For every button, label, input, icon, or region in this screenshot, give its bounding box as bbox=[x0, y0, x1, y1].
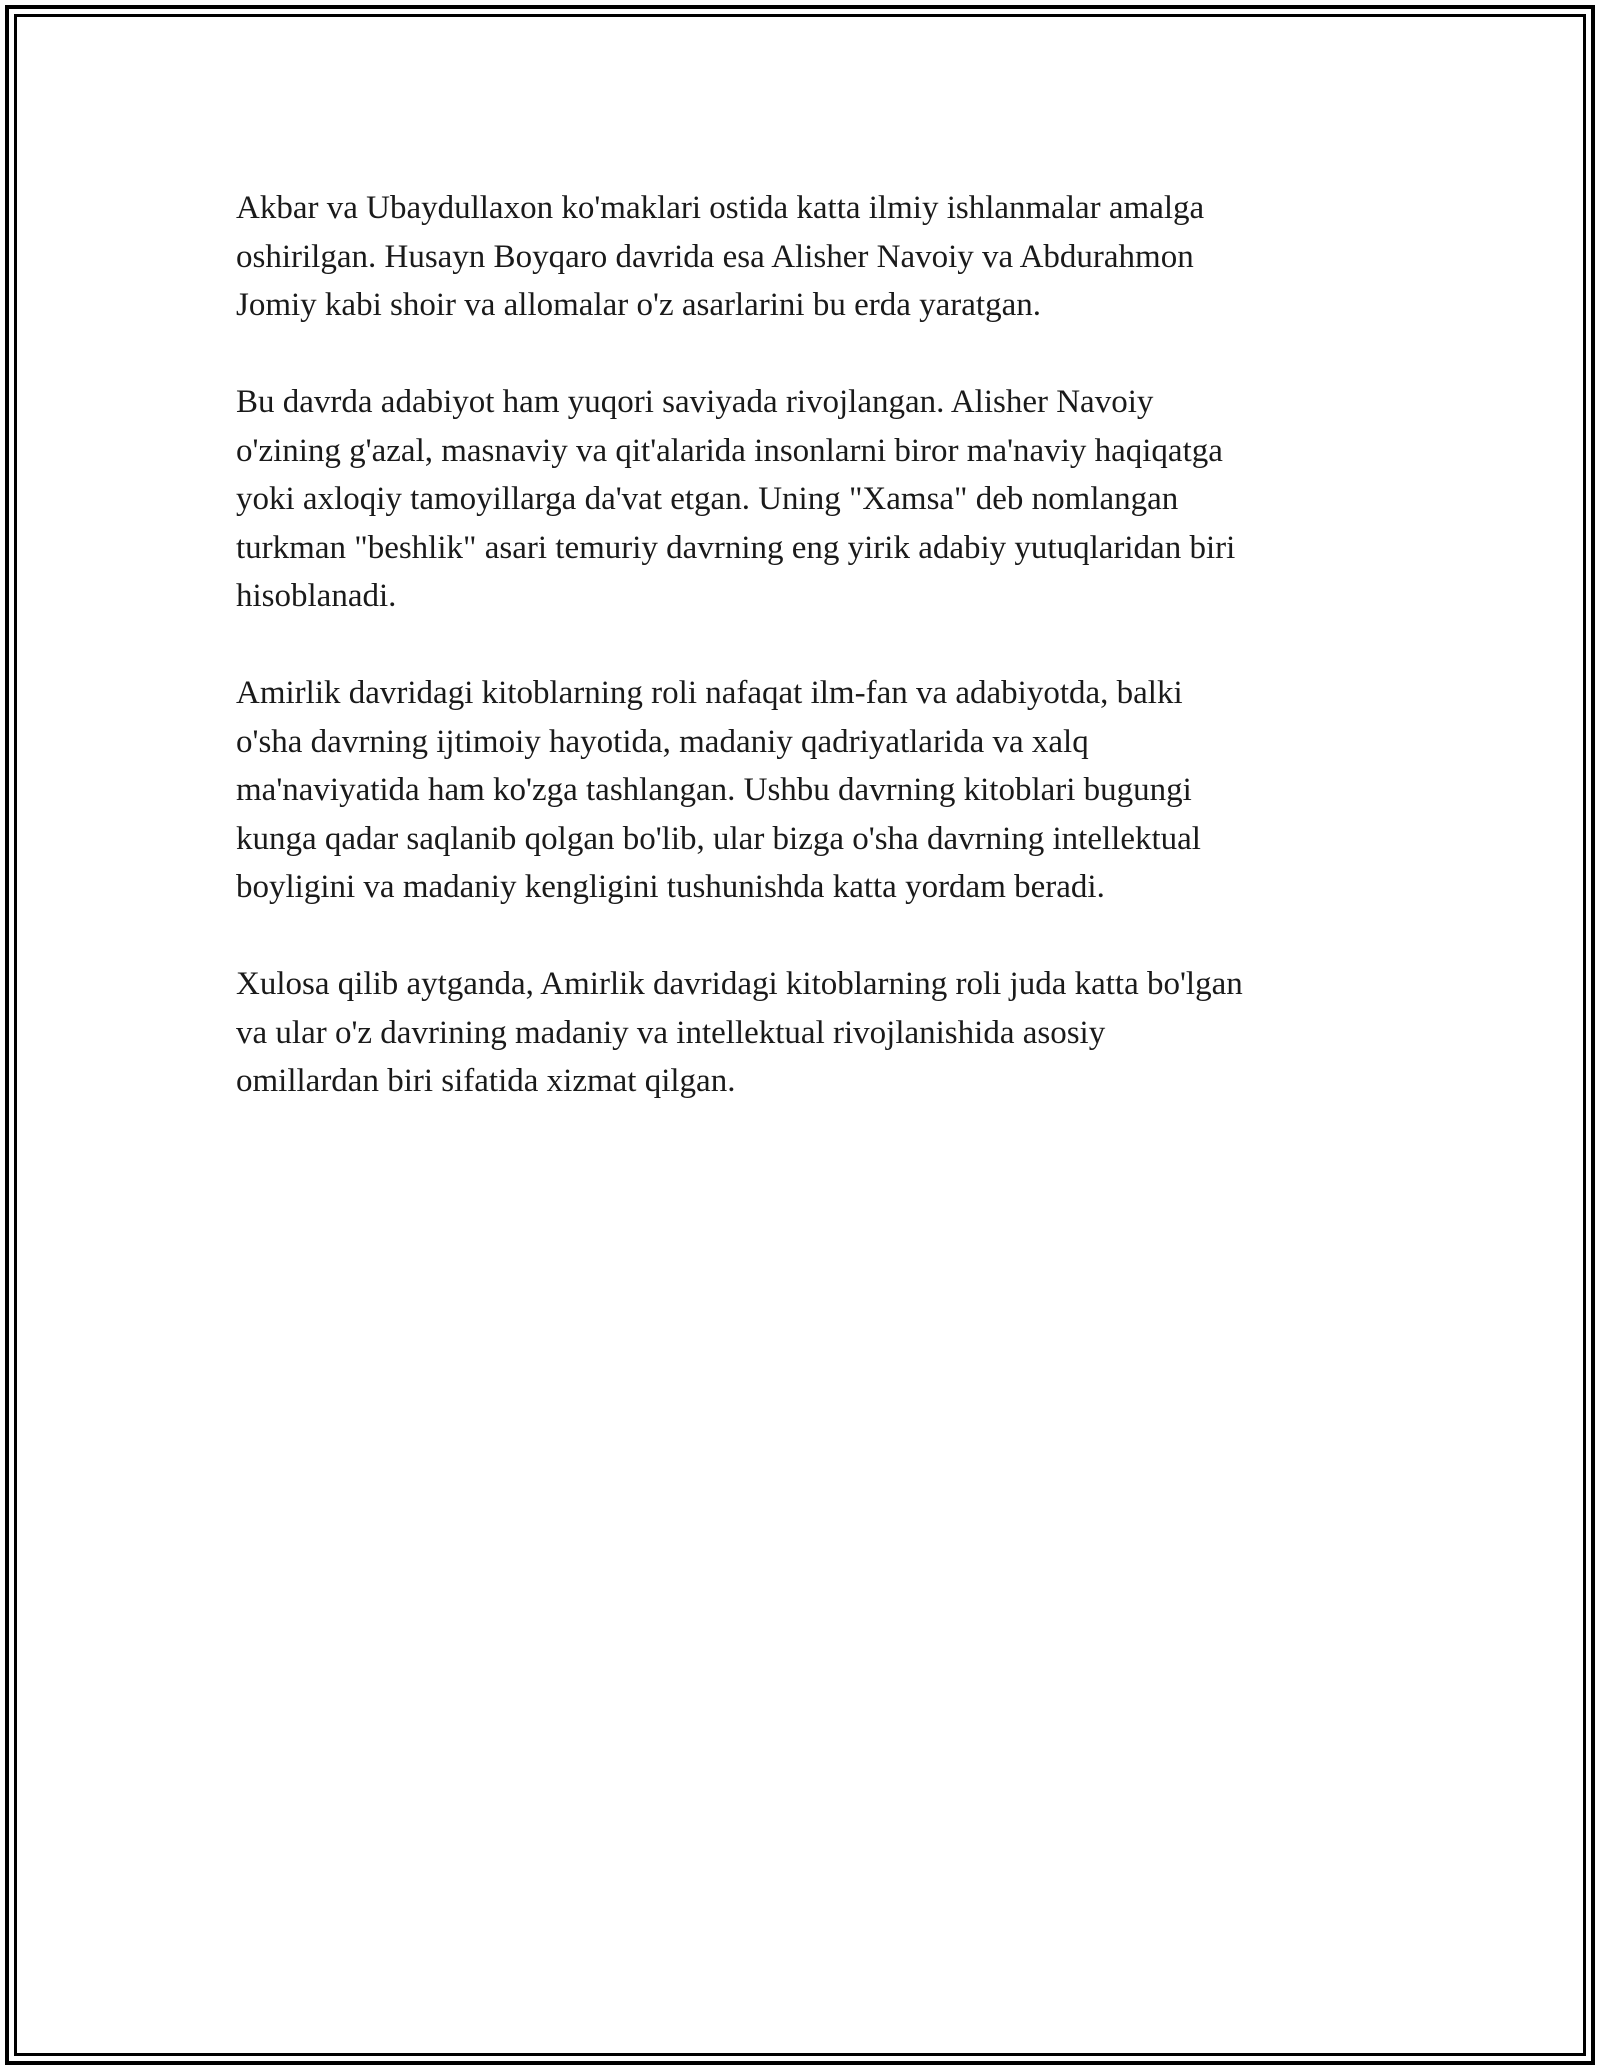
paragraph-2 bbox=[236, 378, 1366, 621]
paragraph-line: va ular o'z davrining madaniy va intellektual rivojlanishida asosiy bbox=[236, 1014, 1106, 1051]
paragraph-line: boyligini va madaniy kengligini tushunishda katta yordam beradi. bbox=[236, 869, 1105, 905]
paragraph-line: Xulosa qilib aytganda, Amirlik davridagi kitoblarning roli juda katta bo'lgan bbox=[236, 966, 1243, 1002]
document-body bbox=[236, 184, 1366, 1154]
paragraph-line: turkman "beshlik" asari temuriy davrning eng yirik adabiy yutuqlaridan biri bbox=[236, 529, 1236, 566]
paragraph-line: Jomiy kabi shoir va allomalar o'z asarlarini bu erda yaratgan. bbox=[236, 287, 1041, 323]
paragraph-1 bbox=[236, 184, 1366, 330]
paragraph-line: Amirlik davridagi kitoblarning roli nafaqat ilm-fan va adabiyotda, balki bbox=[236, 675, 1183, 711]
paragraph-line: oshirilgan. Husayn Boyqaro davrida esa Alisher Navoiy va Abdurahmon bbox=[236, 238, 1194, 275]
paragraph-line: omillardan biri sifatida xizmat qilgan. bbox=[236, 1063, 736, 1099]
paragraph-line: ma'naviyatida ham ko'zga tashlangan. Ushbu davrning kitoblari bugungi bbox=[236, 772, 1192, 808]
paragraph-line: Akbar va Ubaydullaxon ko'maklari ostida katta ilmiy ishlanmalar amalga bbox=[236, 190, 1205, 226]
paragraph-3 bbox=[236, 669, 1366, 912]
paragraph-line: o'zining g'azal, masnaviy va qit'alarida insonlarni biror ma'naviy haqiqatga bbox=[236, 432, 1223, 469]
paragraph-line: o'sha davrning ijtimoiy hayotida, madaniy qadriyatlarida va xalq bbox=[236, 723, 1089, 760]
paragraph-line: hisoblanadi. bbox=[236, 578, 397, 614]
paragraph-line: kunga qadar saqlanib qolgan bo'lib, ular bizga o'sha davrning intellektual bbox=[236, 820, 1201, 857]
paragraph-line: yoki axloqiy tamoyillarga da'vat etgan. Uning "Xamsa" deb nomlangan bbox=[236, 481, 1179, 517]
paragraph-line: Bu davrda adabiyot ham yuqori saviyada rivojlangan. Alisher Navoiy bbox=[236, 384, 1154, 420]
paragraph-4 bbox=[236, 960, 1366, 1106]
